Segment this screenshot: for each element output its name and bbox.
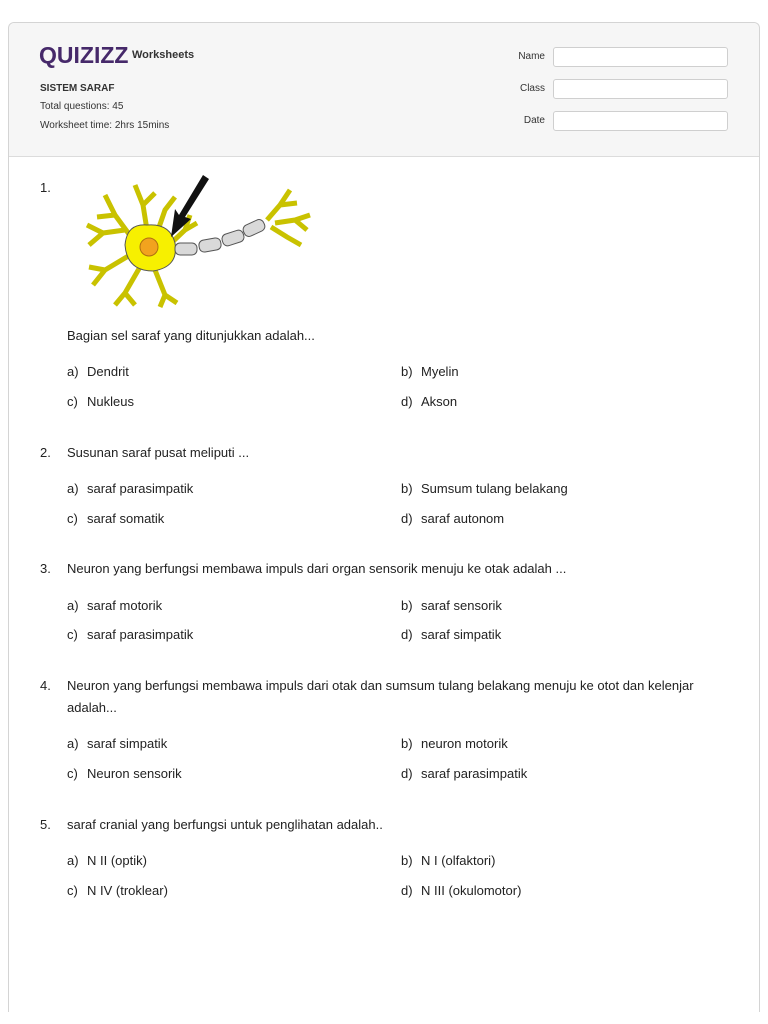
class-field[interactable] — [553, 79, 728, 99]
brand-suffix: Worksheets — [132, 49, 195, 61]
option-letter: c) — [67, 511, 78, 526]
brand-logo-text: QUIZIZZ — [39, 42, 129, 68]
option-text: N III (okulomotor) — [421, 883, 522, 898]
option-b — [401, 481, 568, 496]
date-field[interactable] — [553, 111, 728, 131]
option-text: saraf motorik — [87, 598, 163, 613]
option-letter: c) — [67, 883, 78, 898]
option-d — [401, 883, 521, 898]
option-text: saraf somatik — [87, 511, 165, 526]
option-text: N I (olfaktori) — [421, 853, 496, 868]
option-letter: b) — [401, 364, 413, 379]
option-letter: a) — [67, 481, 79, 496]
option-letter: b) — [401, 598, 413, 613]
option-letter: a) — [67, 364, 79, 379]
option-text: N IV (troklear) — [87, 883, 168, 898]
option-text: Sumsum tulang belakang — [421, 481, 568, 496]
option-letter: d) — [401, 394, 413, 409]
option-letter: b) — [401, 736, 413, 751]
name-field[interactable] — [553, 47, 728, 67]
worksheet-page — [8, 22, 760, 1012]
option-text: Akson — [421, 394, 458, 409]
option-letter: a) — [67, 736, 79, 751]
option-c — [67, 511, 164, 526]
option-text: Neuron sensorik — [87, 766, 182, 781]
option-letter: d) — [401, 511, 413, 526]
neuron-diagram — [75, 175, 315, 310]
question-number: 4. — [40, 678, 51, 693]
option-d — [401, 394, 457, 409]
option-c — [67, 883, 168, 898]
option-d — [401, 627, 501, 642]
question-number: 5. — [40, 817, 51, 832]
option-text: saraf parasimpatik — [87, 481, 194, 496]
option-a — [67, 364, 129, 379]
option-a — [67, 853, 147, 868]
option-text: saraf autonom — [421, 511, 505, 526]
option-text: neuron motorik — [421, 736, 508, 751]
worksheet-title: SISTEM SARAF — [40, 83, 115, 94]
option-text: Myelin — [421, 364, 459, 379]
class-label: Class — [519, 83, 545, 94]
option-a — [67, 736, 167, 751]
question-text: saraf cranial yang berfungsi untuk penglihatan adalah.. — [67, 817, 383, 832]
option-letter: c) — [67, 627, 78, 642]
option-a — [67, 481, 193, 496]
option-text: Dendrit — [87, 364, 129, 379]
option-letter: a) — [67, 853, 79, 868]
option-text: saraf sensorik — [421, 598, 502, 613]
option-letter: c) — [67, 766, 78, 781]
worksheet-time: Worksheet time: 2hrs 15mins — [40, 120, 170, 131]
option-text: saraf simpatik — [87, 736, 168, 751]
option-d — [401, 511, 504, 526]
option-letter: a) — [67, 598, 79, 613]
option-letter: b) — [401, 853, 413, 868]
option-c — [67, 627, 193, 642]
option-letter: c) — [67, 394, 78, 409]
date-label: Date — [523, 115, 545, 126]
option-text: Nukleus — [87, 394, 134, 409]
question-text: Neuron yang berfungsi membawa impuls dari otak dan sumsum tulang belakang menuju ke otot dan kelenjar adalah... — [67, 678, 694, 715]
question-number: 2. — [40, 445, 51, 460]
option-letter: d) — [401, 627, 413, 642]
option-text: saraf simpatik — [421, 627, 502, 642]
question-text: Neuron yang berfungsi membawa impuls dari organ sensorik menuju ke otak adalah ... — [67, 561, 567, 576]
option-c — [67, 394, 134, 409]
option-b — [401, 364, 459, 379]
option-text: N II (optik) — [87, 853, 147, 868]
option-c — [67, 766, 182, 781]
option-letter: d) — [401, 883, 413, 898]
question-number: 1. — [40, 180, 51, 195]
total-questions: Total questions: 45 — [40, 101, 124, 112]
name-label: Name — [518, 51, 545, 62]
question-text: Bagian sel saraf yang ditunjukkan adalah... — [67, 328, 315, 343]
option-letter: b) — [401, 481, 413, 496]
option-b — [401, 598, 502, 613]
question-text: Susunan saraf pusat meliputi ... — [67, 445, 250, 460]
option-text: saraf parasimpatik — [87, 627, 194, 642]
option-b — [401, 736, 508, 751]
quizizz-logo — [39, 42, 129, 68]
worksheet-header — [9, 23, 759, 157]
option-letter: d) — [401, 766, 413, 781]
question-number: 3. — [40, 561, 51, 576]
option-a — [67, 598, 162, 613]
option-b — [401, 853, 495, 868]
option-d — [401, 766, 527, 781]
option-text: saraf parasimpatik — [421, 766, 528, 781]
